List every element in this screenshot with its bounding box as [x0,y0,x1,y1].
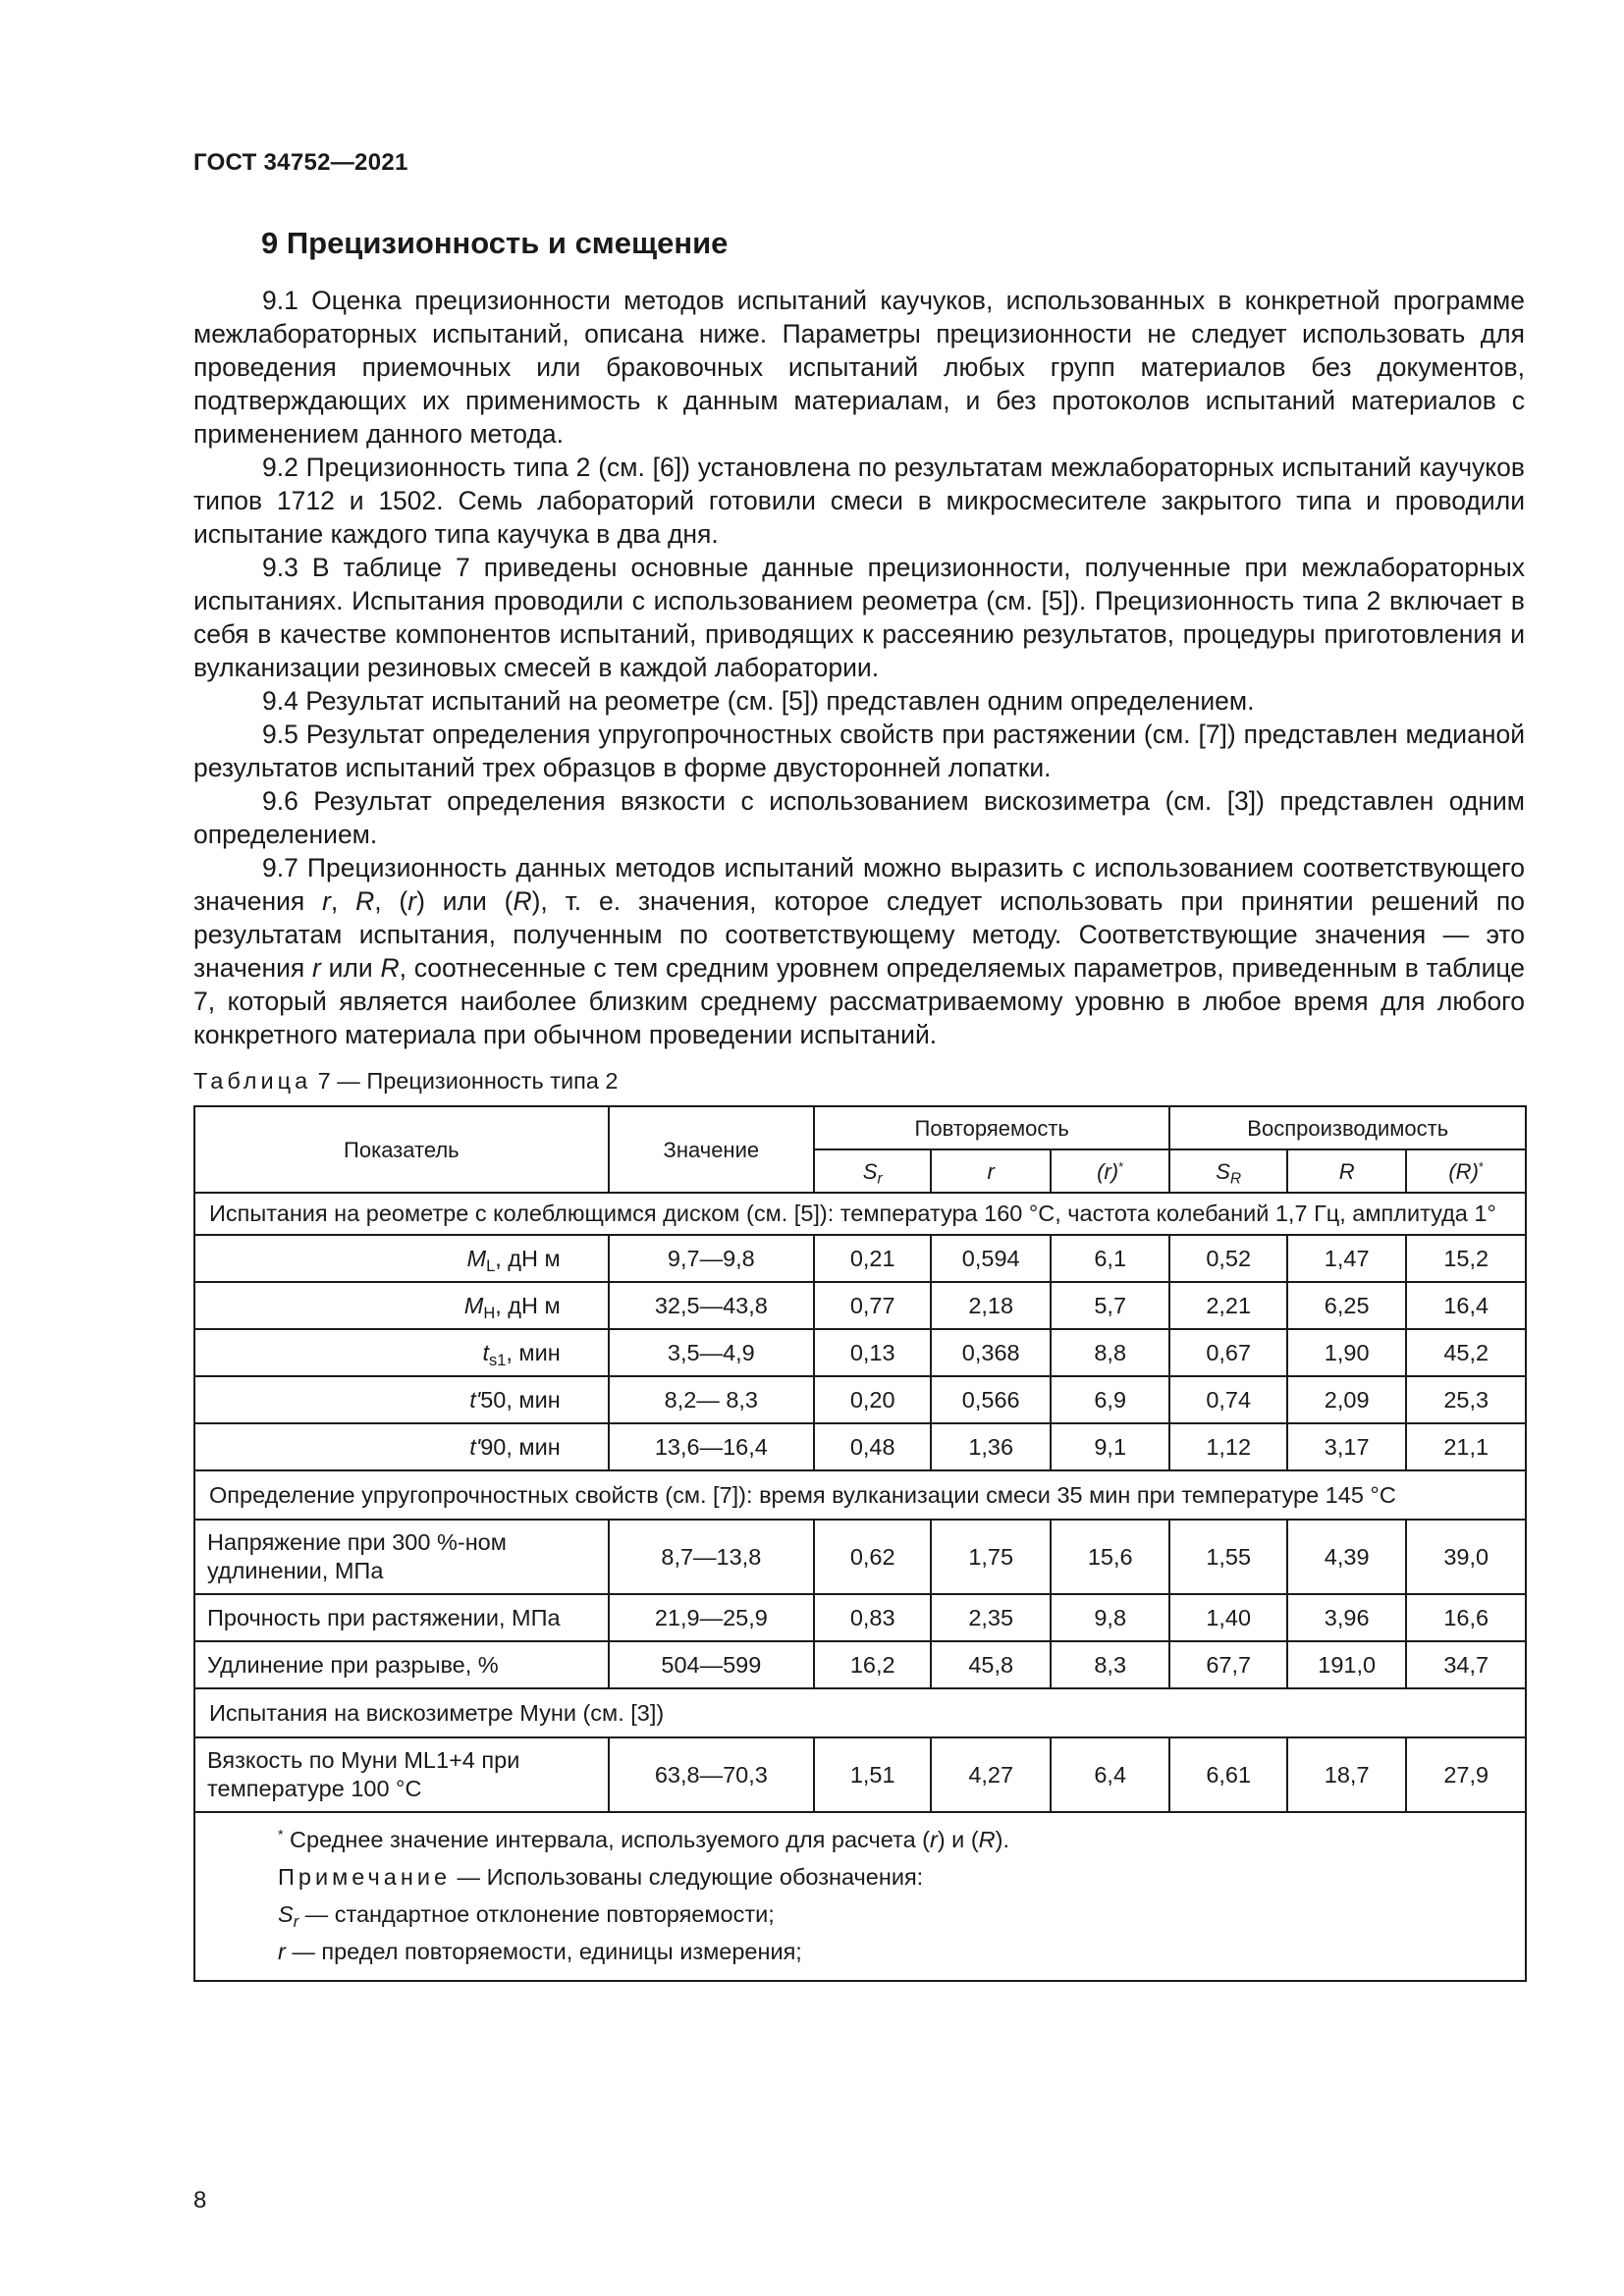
cell-value: 13,6—16,4 [609,1423,814,1470]
paragraph-9-7: 9.7 Прецизионность данных методов испытаний можно выразить с использованием соответствующего значения r, R, (r) или (R), т. е. значения, которое следует использовать при принятии решений по результатам испытания, полученным по соответствующему методу. Соответствующие значения — это значения r или R, соотнесенные с тем средним уровнем определяемых параметров, приведенным в таблице 7, который является наиболее близким среднему рассматриваемому уровню в любое время для любого конкретного материала при обычном проведении испытаний. [193,853,1526,1049]
table-row [194,1520,1526,1594]
cell-r: 2,18 [931,1282,1051,1329]
cell-parameter: Напряжение при 300 %-ном удлинении, МПа [194,1520,609,1594]
cell-parameter: $M_L$, дН м [194,1235,609,1282]
table-row [194,1423,1526,1470]
cell-R: 3,96 [1287,1594,1407,1641]
table-row [194,1737,1526,1812]
table-row [194,1235,1526,1282]
cell-sr: 0,83 [814,1594,931,1641]
cell-sR: 0,52 [1169,1235,1286,1282]
paragraph-9-4: 9.4 Результат испытаний на реометре (см. [5]) представлен одним определением. [262,686,1255,716]
cell-r: 0,368 [931,1329,1051,1376]
cell-sR: 0,67 [1169,1329,1286,1376]
cell-r: 45,8 [931,1641,1051,1688]
cell-R: 18,7 [1287,1737,1407,1812]
precision-table [193,1105,1527,1982]
header-r-percent: (r)* [1051,1149,1170,1193]
table-header-row [194,1106,1526,1149]
cell-parameter: Прочность при растяжении, МПа [194,1594,609,1641]
group-heading: Определение упругопрочностных свойств (см. [7]): время вулканизации смеси 35 мин при температуре 145 °С [194,1470,1526,1520]
cell-value: 9,7—9,8 [609,1235,814,1282]
cell-rp: 6,4 [1051,1737,1170,1812]
group-row-viscosity [194,1688,1526,1737]
table-row [194,1329,1526,1376]
paragraph-9-3: 9.3 В таблице 7 приведены основные данные прецизионности, полученные при межлабораторных испытаниях. Испытания проводили с использованием реометра (см. [5]). Прецизионность типа 2 включает в себя в качестве компонентов испытаний, приводящих к рассеянию результатов, процедуры приготовления и вулканизации резиновых смесей в каждой лаборатории. [193,553,1525,682]
table-notes-row [194,1812,1526,1981]
cell-R: 3,17 [1287,1423,1407,1470]
cell-sR: 0,74 [1169,1376,1286,1423]
cell-R: 1,90 [1287,1329,1407,1376]
paragraph-9-6: 9.6 Результат определения вязкости с использованием вискозиметра (см. [3]) представлен одним определением. [193,786,1525,849]
section-title: 9 Прецизионность и смещение [261,226,729,260]
cell-rp: 5,7 [1051,1282,1170,1329]
cell-value: 21,9—25,9 [609,1594,814,1641]
cell-parameter: t'50, мин [194,1376,609,1423]
cell-parameter: Удлинение при разрыве, % [194,1641,609,1688]
table-row [194,1282,1526,1329]
cell-Rp: 21,1 [1406,1423,1526,1470]
body-text [193,284,1525,1051]
group-heading: Испытания на реометре с колеблющимся диском (см. [5]): температура 160 °С, частота колебаний 1,7 Гц, амплитуда 1° [194,1193,1526,1235]
cell-sr: 0,13 [814,1329,931,1376]
cell-sR: 1,40 [1169,1594,1286,1641]
cell-Rp: 16,4 [1406,1282,1526,1329]
cell-sr: 0,21 [814,1235,931,1282]
cell-rp: 8,3 [1051,1641,1170,1688]
cell-Rp: 25,3 [1406,1376,1526,1423]
cell-sr: 0,77 [814,1282,931,1329]
header-r: r [931,1149,1051,1193]
cell-sr: 0,62 [814,1520,931,1594]
cell-sR: 1,55 [1169,1520,1286,1594]
cell-sR: 2,21 [1169,1282,1286,1329]
cell-rp: 6,9 [1051,1376,1170,1423]
cell-value: 63,8—70,3 [609,1737,814,1812]
cell-parameter: Вязкость по Муни ML1+4 при температуре 100 °С [194,1737,609,1812]
cell-Rp: 27,9 [1406,1737,1526,1812]
cell-rp: 6,1 [1051,1235,1170,1282]
table-notes [194,1812,1526,1981]
cell-value: 8,2— 8,3 [609,1376,814,1423]
page-number: 8 [193,2187,207,2214]
group-heading: Испытания на вискозиметре Муни (см. [3]) [194,1688,1526,1737]
cell-rp: 9,1 [1051,1423,1170,1470]
cell-sR: 1,12 [1169,1423,1286,1470]
cell-R: 2,09 [1287,1376,1407,1423]
cell-Rp: 45,2 [1406,1329,1526,1376]
header-parameter: Показатель [194,1106,609,1193]
cell-r: 1,36 [931,1423,1051,1470]
paragraph-9-2: 9.2 Прецизионность типа 2 (см. [6]) установлена по результатам межлабораторных испытаний каучуков типов 1712 и 1502. Семь лабораторий готовили смеси в микросмесителе закрытого типа и проводили испытание каждого типа каучука в два дня. [193,453,1525,549]
group-row-rheometer [194,1193,1526,1235]
cell-sr: 1,51 [814,1737,931,1812]
cell-rp: 9,8 [1051,1594,1170,1641]
group-row-tensile [194,1470,1526,1520]
cell-Rp: 15,2 [1406,1235,1526,1282]
table-caption: Таблица 7 — Прецизионность типа 2 [193,1068,619,1094]
cell-R: 4,39 [1287,1520,1407,1594]
table-row [194,1594,1526,1641]
cell-parameter: $M_H$, дН м [194,1282,609,1329]
cell-r: 4,27 [931,1737,1051,1812]
document-designation: ГОСТ 34752—2021 [193,149,408,176]
header-reproducibility: Воспроизводимость [1169,1106,1526,1149]
cell-sr: 0,48 [814,1423,931,1470]
cell-rp: 8,8 [1051,1329,1170,1376]
cell-parameter: $t_{s1}$, мин [194,1329,609,1376]
footnote: * Среднее значение интервала, используемого для расчета (r) и (R). [278,1826,1010,1852]
note-intro: Примечание — Использованы следующие обозначения: [278,1864,924,1890]
note-r: r — предел повторяемости, единицы измерения; [278,1939,802,1964]
cell-Rp: 39,0 [1406,1520,1526,1594]
header-value: Значение [609,1106,814,1193]
cell-sr: 0,20 [814,1376,931,1423]
header-R: R [1287,1149,1407,1193]
cell-Rp: 16,6 [1406,1594,1526,1641]
cell-parameter: t'90, мин [194,1423,609,1470]
header-repeatability: Повторяемость [814,1106,1169,1149]
cell-r: 0,594 [931,1235,1051,1282]
cell-value: 32,5—43,8 [609,1282,814,1329]
paragraph-9-5: 9.5 Результат определения упругопрочностных свойств при растяжении (см. [7]) представлен медианой результатов испытаний трех образцов в форме двусторонней лопатки. [193,720,1525,782]
cell-R: 1,47 [1287,1235,1407,1282]
cell-r: 2,35 [931,1594,1051,1641]
note-sr: $S_r$ — стандартное отклонение повторяемости; [278,1901,775,1931]
paragraph-9-1: 9.1 Оценка прецизионности методов испытаний каучуков, использованных в конкретной программе межлабораторных испытаний, описана ниже. Параметры прецизионности не следует использовать для проведения приемочных или браковочных испытаний любых групп материалов без документов, подтверждающих их применимость к данным материалам, и без протоколов испытаний материалов с применением данного метода. [193,286,1525,449]
header-R-percent: (R)* [1406,1149,1526,1193]
table-row [194,1641,1526,1688]
cell-sR: 6,61 [1169,1737,1286,1812]
header-sr: $S_r$ [814,1149,931,1193]
cell-r: 1,75 [931,1520,1051,1594]
cell-value: 8,7—13,8 [609,1520,814,1594]
cell-Rp: 34,7 [1406,1641,1526,1688]
cell-R: 191,0 [1287,1641,1407,1688]
cell-value: 3,5—4,9 [609,1329,814,1376]
cell-value: 504—599 [609,1641,814,1688]
cell-r: 0,566 [931,1376,1051,1423]
cell-sr: 16,2 [814,1641,931,1688]
header-sR: $S_R$ [1169,1149,1286,1193]
cell-R: 6,25 [1287,1282,1407,1329]
table-row [194,1376,1526,1423]
cell-sR: 67,7 [1169,1641,1286,1688]
cell-rp: 15,6 [1051,1520,1170,1594]
